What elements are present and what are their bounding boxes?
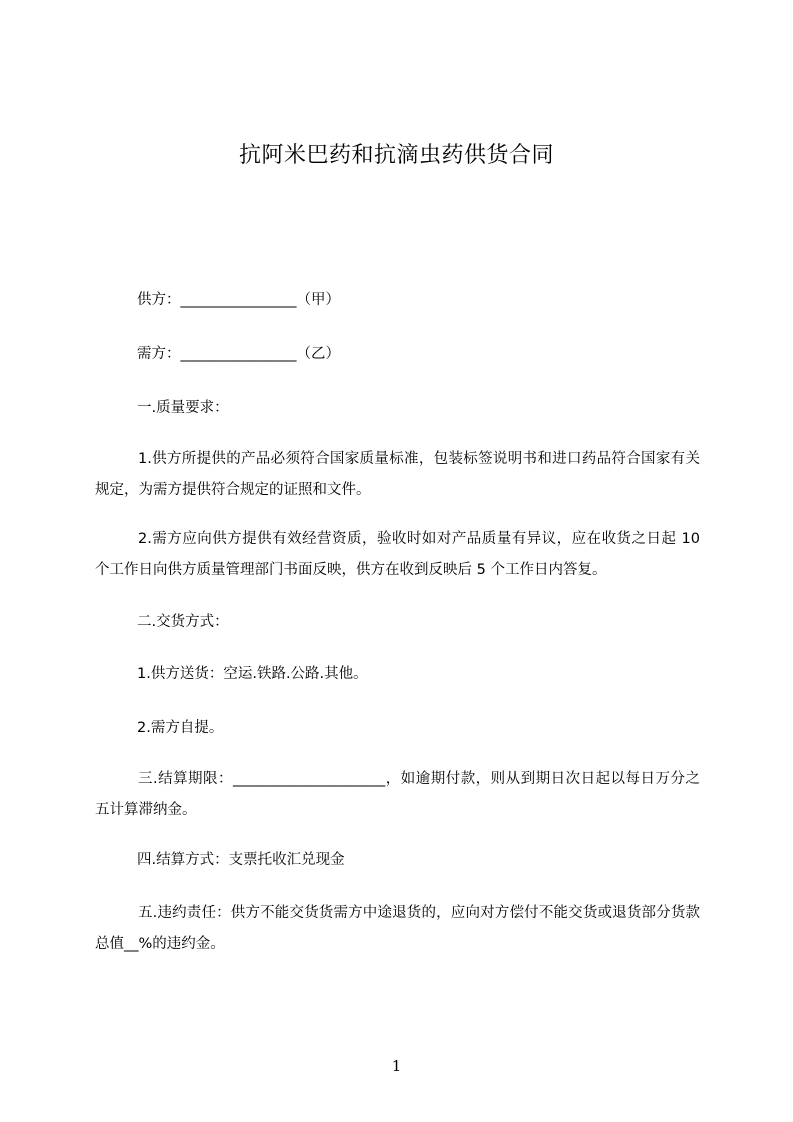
buyer-line: 需方：________________（乙） xyxy=(137,346,340,362)
settlement-method-clause: 四.结算方式：支票托收汇兑现金 xyxy=(137,852,345,868)
settlement-period-clause: 三.结算期限：_____________________，如逾期付款，则从到期日次日起以每日万分之五计算滞纳金。 xyxy=(95,771,700,818)
supplier-line: 供方：________________（甲） xyxy=(137,292,340,308)
quality-clause-1: 1.供方所提供的产品必须符合国家质量标准，包装标签说明书和进口药品符合国家有关规定，为需方提供符合规定的证照和文件。 xyxy=(95,451,700,498)
quality-clause-2: 2.需方应向供方提供有效经营资质，验收时如对产品质量有异议，应在收货之日起 10 个工作日向供方质量管理部门书面反映，供方在收到反映后 5 个工作日内答复。 xyxy=(95,531,700,578)
section-delivery-heading: 二.交货方式： xyxy=(137,614,229,630)
section-quality-heading: 一.质量要求： xyxy=(137,400,229,416)
page-number: 1 xyxy=(391,1057,402,1075)
breach-liability-clause: 五.违约责任：供方不能交货货需方中途退货的，应向对方偿付不能交货或退货部分货款总值__%的违约金。 xyxy=(95,905,700,952)
document-title: 抗阿米巴药和抗滴虫药供货合同 xyxy=(238,143,554,168)
delivery-option-2: 2.需方自提。 xyxy=(137,720,224,736)
delivery-option-1: 1.供方送货：空运.铁路.公路.其他。 xyxy=(137,666,368,682)
